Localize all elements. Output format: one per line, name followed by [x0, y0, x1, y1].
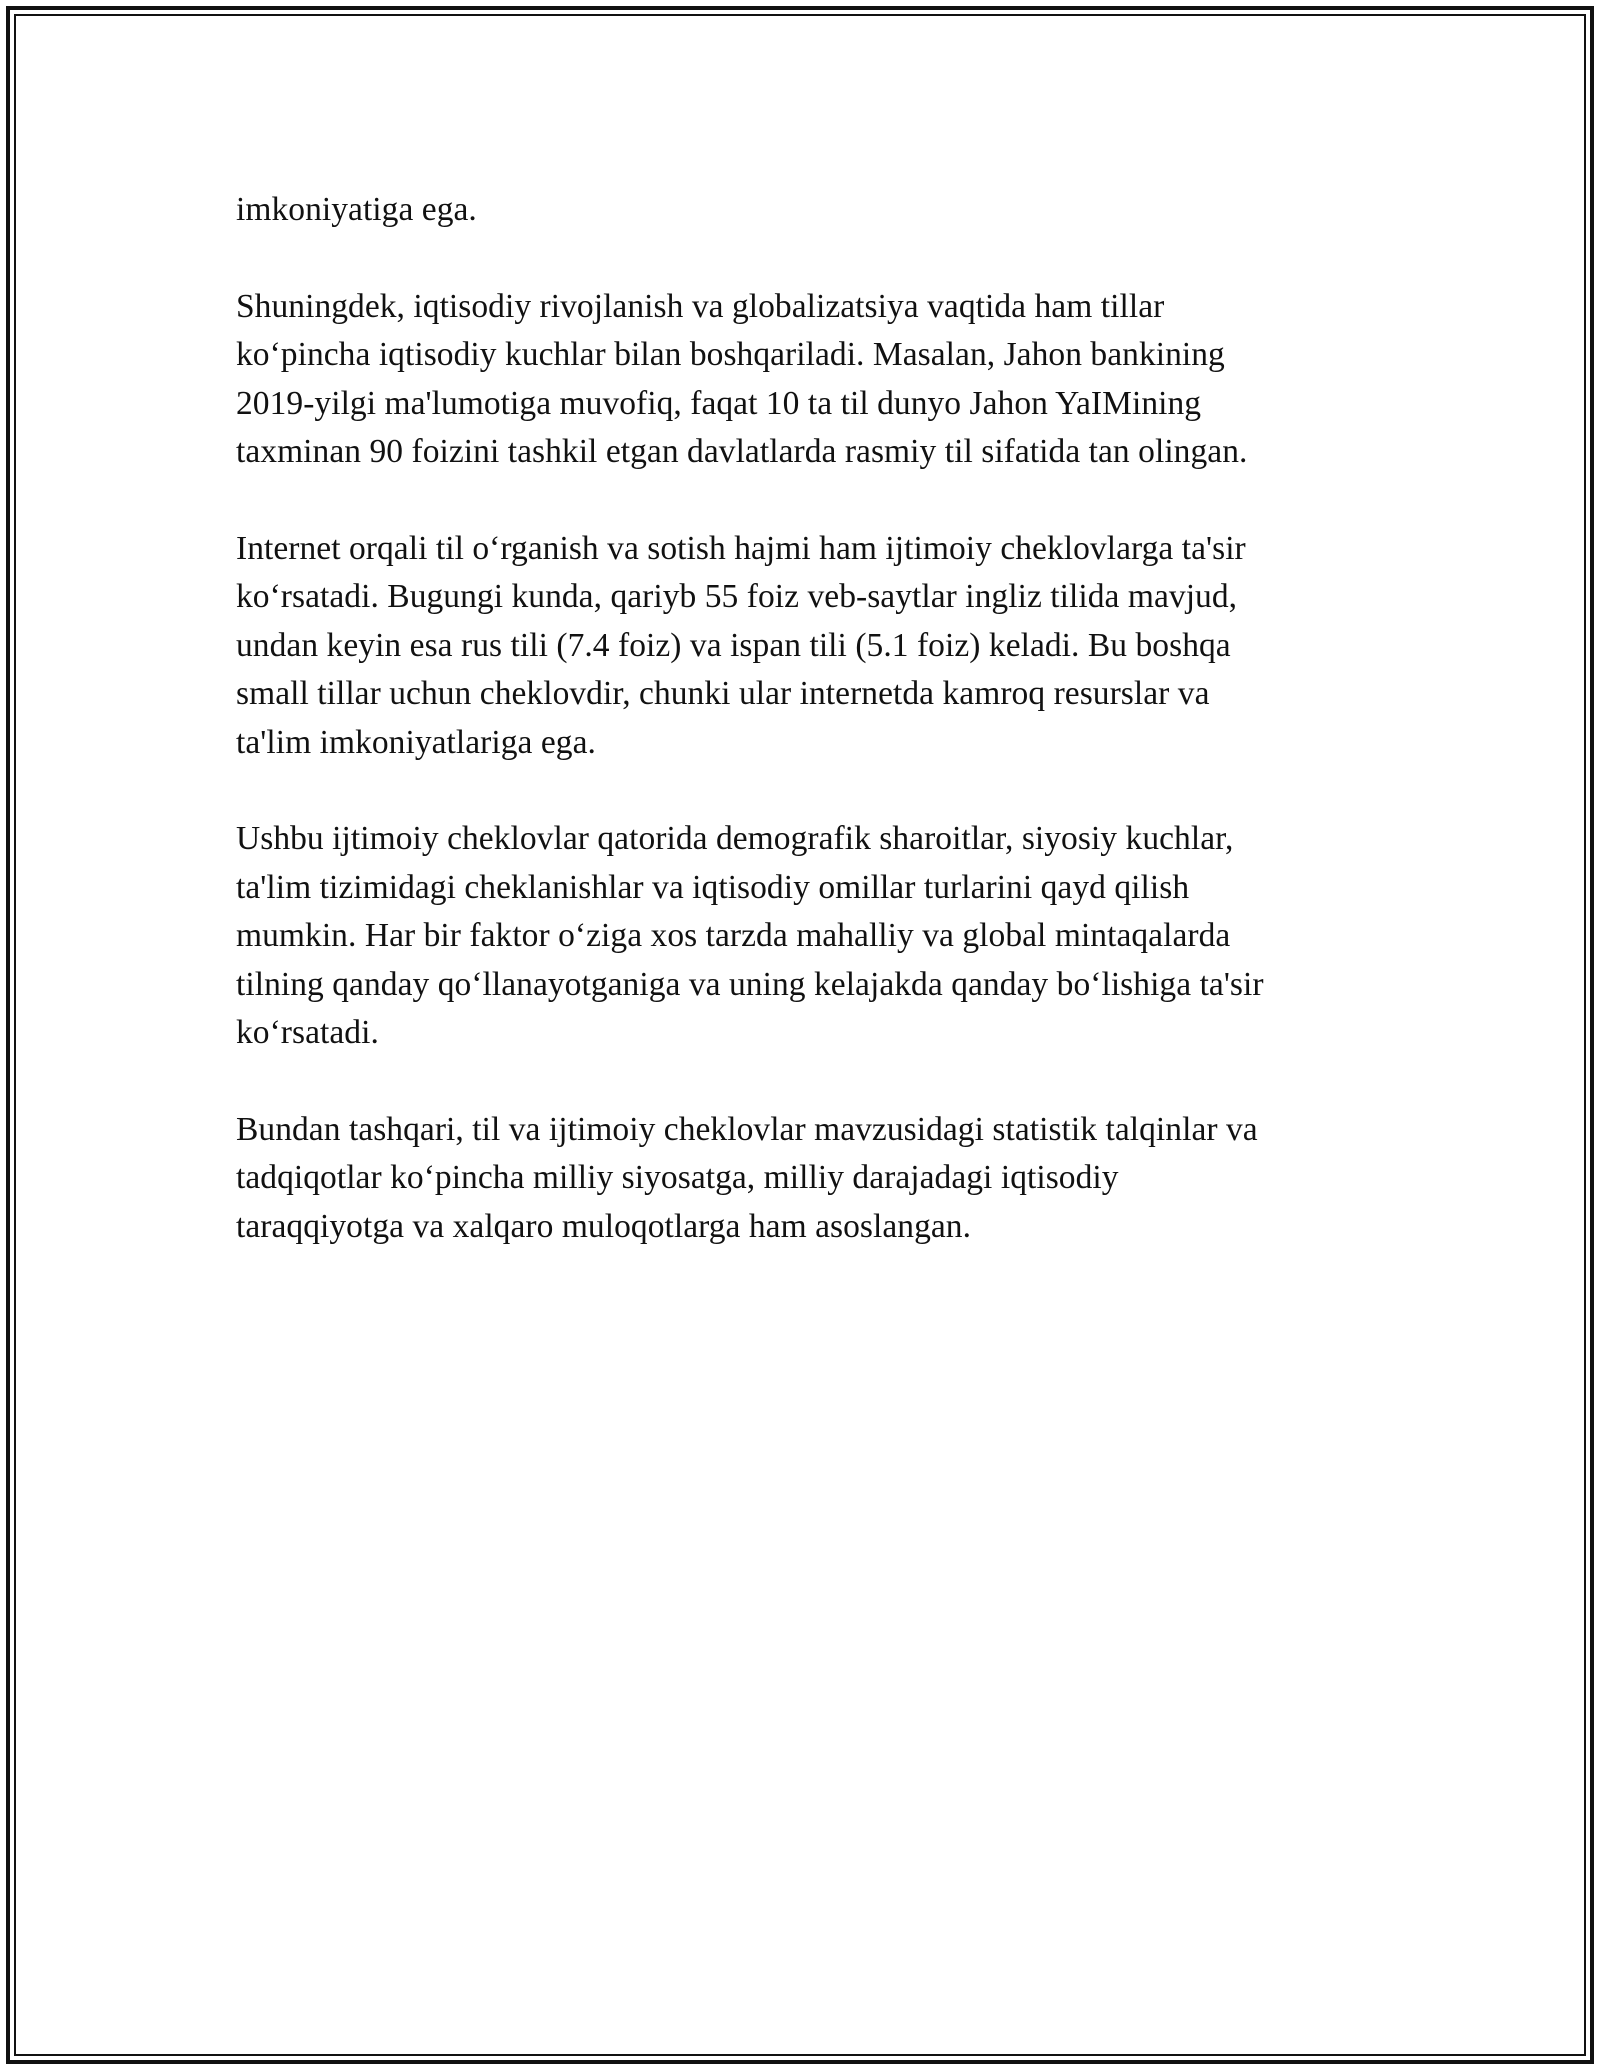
- text-line: Internet orqali til o‘rganish va sotish hajmi ham ijtimoiy cheklovlarga ta'sir: [236, 529, 1246, 567]
- text-line: imkoniyatiga ega.: [236, 191, 477, 228]
- text-line: taxminan 90 foizini tashkil etgan davlatlarda rasmiy til sifatida tan olingan.: [236, 433, 1248, 470]
- text-line: undan keyin esa rus tili (7.4 foiz) va ispan tili (5.1 foiz) keladi. Bu boshqa: [236, 626, 1231, 664]
- paragraph-5: [236, 1106, 1416, 1252]
- text-line: ko‘rsatadi.: [236, 1014, 379, 1051]
- text-line: tadqiqotlar ko‘pincha milliy siyosatga, milliy darajadagi iqtisodiy: [236, 1159, 1119, 1196]
- text-line: ta'lim imkoniyatlariga ega.: [236, 723, 596, 761]
- paragraph-2: [236, 283, 1416, 477]
- document-body: [236, 186, 1416, 1299]
- text-line: ta'lim tizimidagi cheklanishlar va iqtisodiy omillar turlarini qayd qilish: [236, 868, 1190, 906]
- text-line: small tillar uchun cheklovdir, chunki ular internetda kamroq resurslar va: [236, 675, 1210, 712]
- text-line: Bundan tashqari, til va ijtimoiy cheklovlar mavzusidagi statistik talqinlar va: [236, 1110, 1258, 1148]
- paragraph-4: [236, 815, 1416, 1058]
- text-line: taraqqiyotga va xalqaro muloqotlarga ham asoslangan.: [236, 1207, 972, 1245]
- text-line: 2019-yilgi ma'lumotiga muvofiq, faqat 10 ta til dunyo Jahon YaIMining: [236, 384, 1202, 422]
- text-line: Ushbu ijtimoiy cheklovlar qatorida demografik sharoitlar, siyosiy kuchlar,: [236, 820, 1234, 857]
- paragraph-1: [236, 186, 1416, 235]
- text-line: Shuningdek, iqtisodiy rivojlanish va globalizatsiya vaqtida ham tillar: [236, 287, 1165, 325]
- text-line: mumkin. Har bir faktor o‘ziga xos tarzda mahalliy va global mintaqalarda: [236, 917, 1231, 954]
- text-line: ko‘pincha iqtisodiy kuchlar bilan boshqariladi. Masalan, Jahon bankining: [236, 336, 1225, 373]
- text-line: tilning qanday qo‘llanayotganiga va uning kelajakda qanday bo‘lishiga ta'sir: [236, 965, 1264, 1003]
- paragraph-3: [236, 525, 1416, 768]
- text-line: ko‘rsatadi. Bugungi kunda, qariyb 55 foiz veb-saytlar ingliz tilida mavjud,: [236, 578, 1238, 615]
